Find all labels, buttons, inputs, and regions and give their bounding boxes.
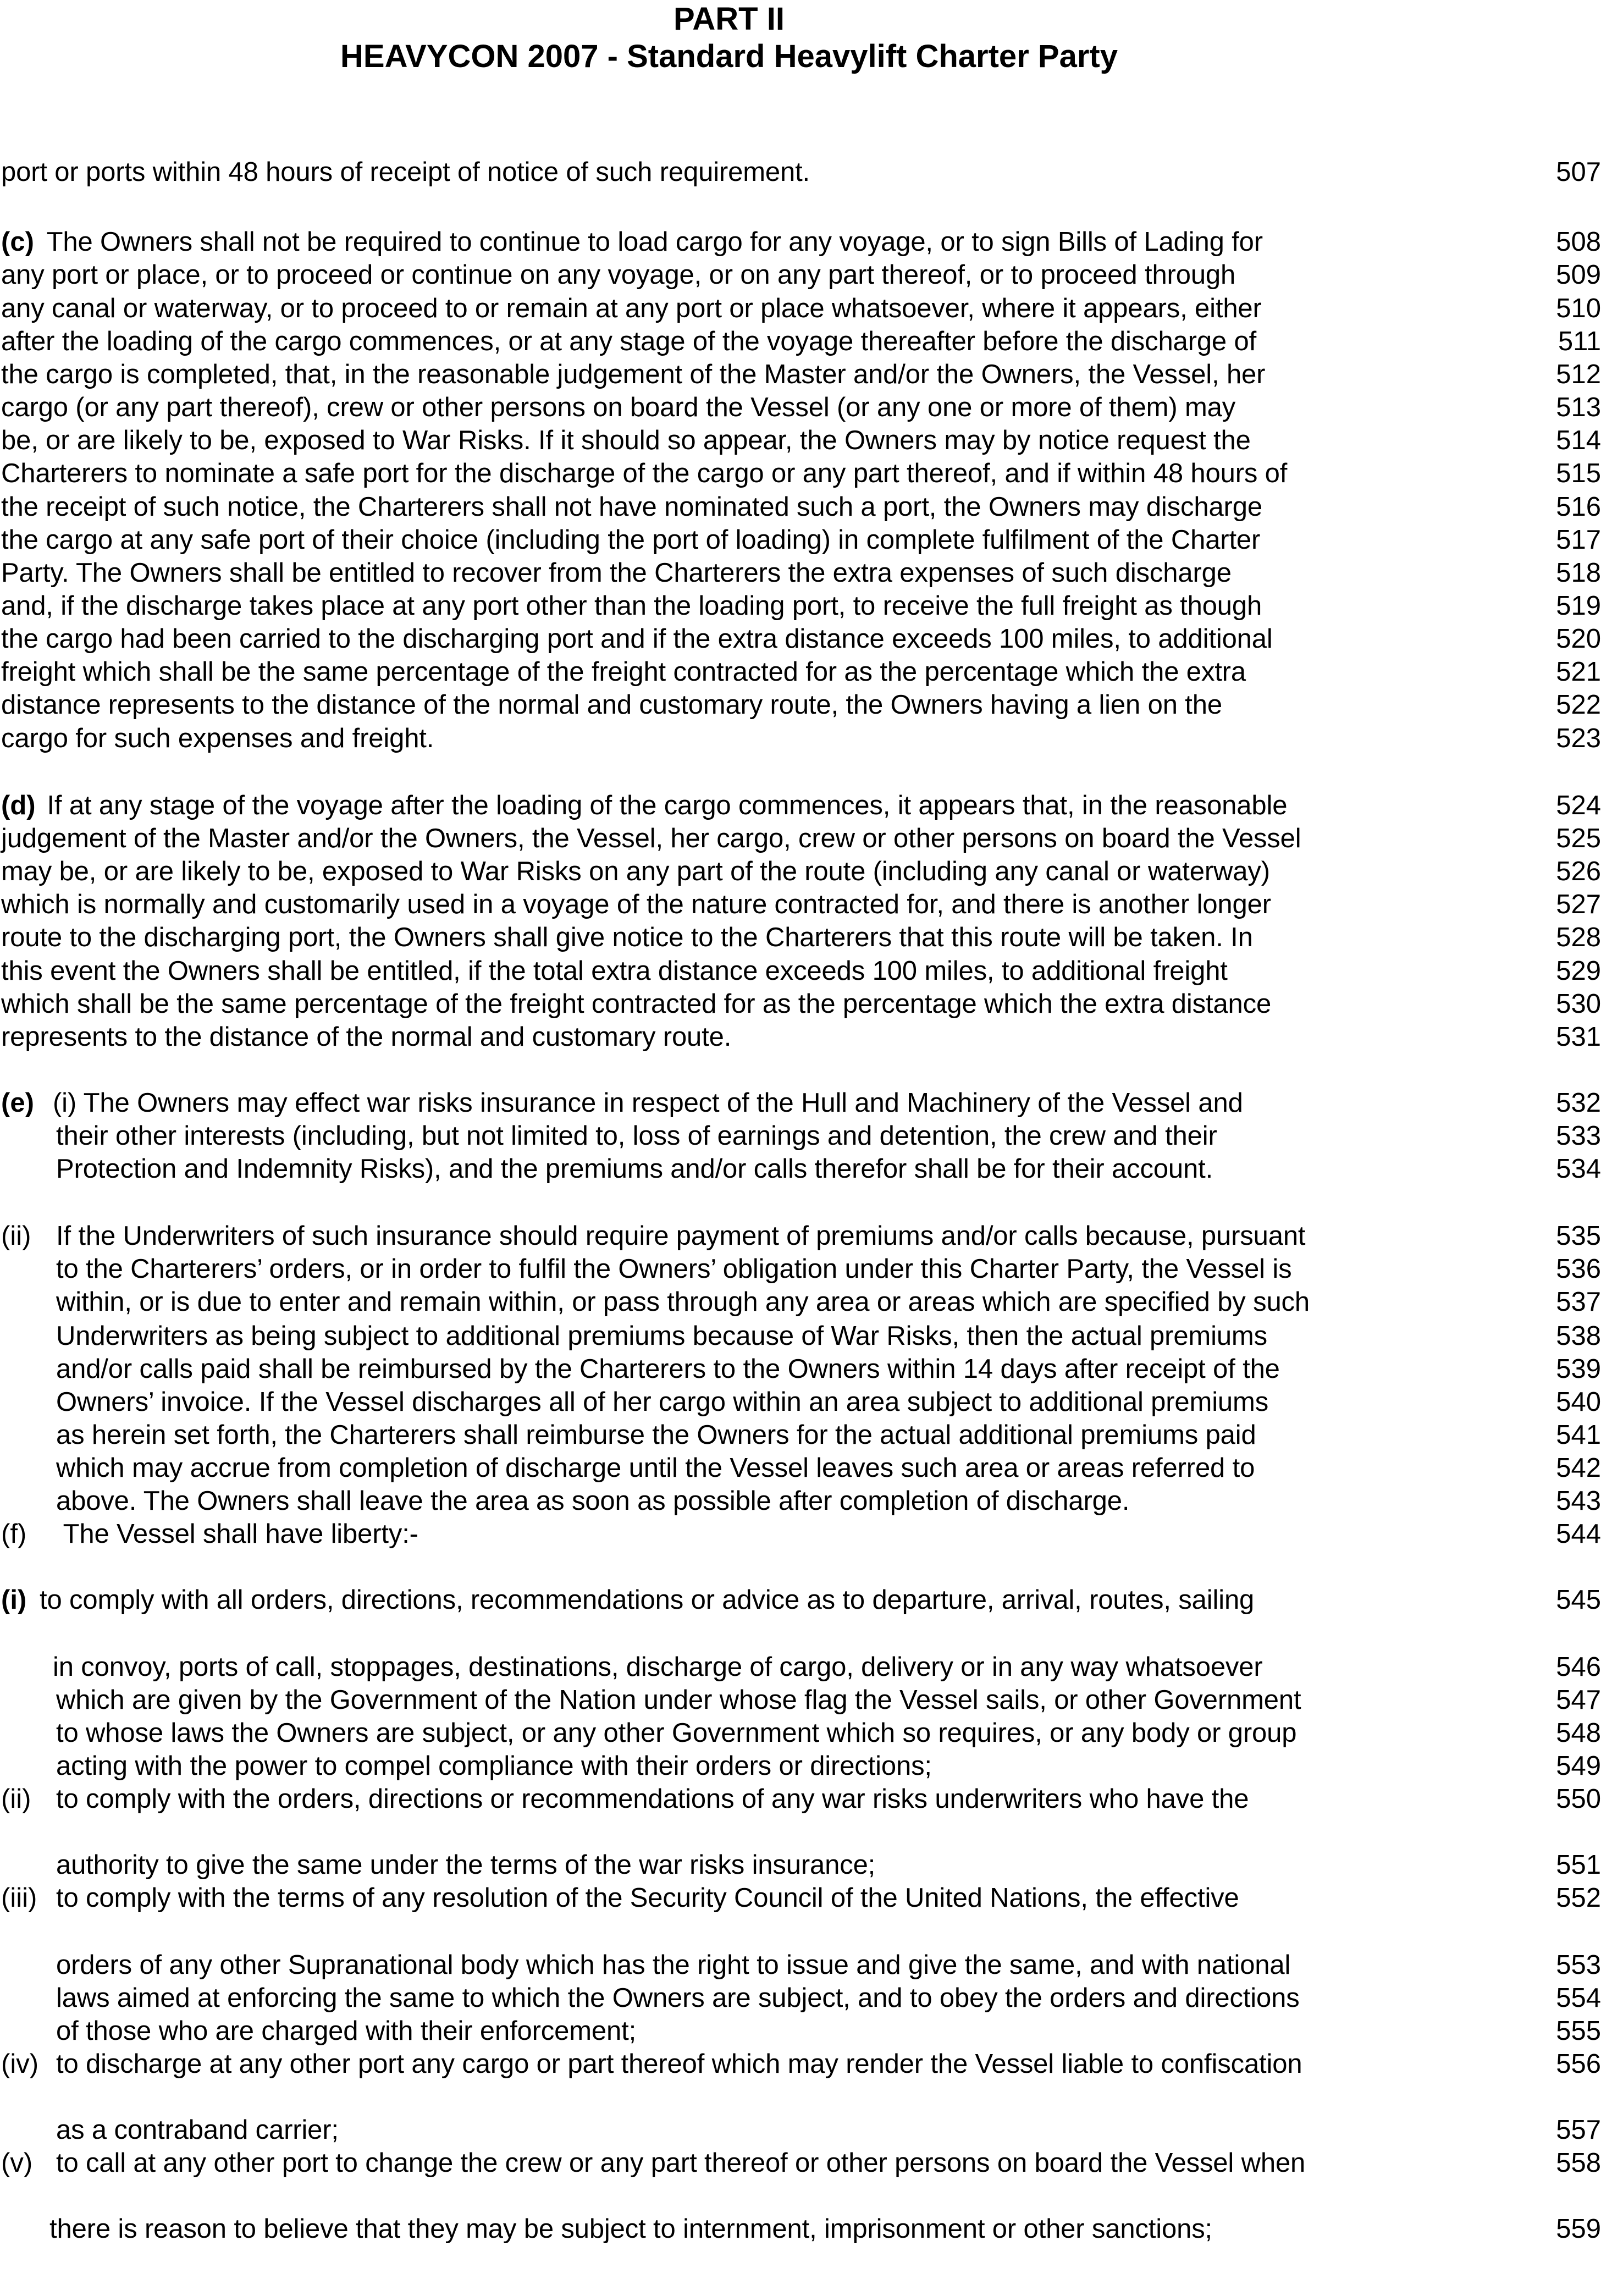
line-text: port or ports within 48 hours of receipt of notice of such requirement. — [1, 157, 810, 187]
clause-label: (e) — [1, 1088, 34, 1118]
text-line — [0, 292, 1601, 325]
line-number: 517 — [1556, 525, 1601, 555]
line-number: 545 — [1556, 1585, 1601, 1615]
line-number: 531 — [1556, 1022, 1601, 1052]
text-line — [0, 1782, 1601, 1815]
line-number: 542 — [1556, 1453, 1601, 1483]
clause-label: (i) — [1, 1585, 27, 1615]
line-number: 513 — [1556, 393, 1601, 422]
line-text: to whose laws the Owners are subject, or any other Government which so requires, or any body or group — [56, 1718, 1297, 1748]
line-text: the cargo had been carried to the discharging port and if the extra distance exceeds 100 miles, to additional — [1, 624, 1273, 654]
text-line — [0, 1419, 1601, 1451]
line-number: 511 — [1558, 327, 1601, 356]
line-text: to comply with the orders, directions or recommendations of any war risks underwriters who have the — [56, 1784, 1249, 1814]
line-number: 532 — [1556, 1088, 1601, 1118]
line-number: 510 — [1556, 294, 1601, 323]
line-text: and/or calls paid shall be reimbursed by the Charterers to the Owners within 14 days after receipt of the — [56, 1354, 1280, 1384]
text-line — [0, 358, 1601, 391]
line-number: 528 — [1556, 923, 1601, 952]
text-line — [0, 325, 1601, 358]
line-number: 529 — [1556, 956, 1601, 986]
line-text: The Owners shall not be required to continue to load cargo for any voyage, or to sign Bills of Lading for — [40, 227, 1263, 257]
text-line — [0, 855, 1601, 888]
line-text: The Vessel shall have liberty:- — [56, 1519, 418, 1549]
line-number: 508 — [1556, 227, 1601, 257]
text-line — [0, 622, 1601, 655]
text-line — [0, 1451, 1601, 1484]
line-text: judgement of the Master and/or the Owners, the Vessel, her cargo, crew or other persons on board the Vessel — [1, 824, 1301, 853]
line-text: of those who are charged with their enforcement; — [56, 2016, 637, 2046]
line-number: 559 — [1556, 2214, 1601, 2244]
clause-label: (iii) — [1, 1883, 37, 1913]
line-number: 540 — [1556, 1387, 1601, 1417]
text-line — [0, 1386, 1601, 1419]
line-text: which are given by the Government of the Nation under whose flag the Vessel sails, or other Government — [56, 1685, 1301, 1715]
line-text: as herein set forth, the Charterers shall reimburse the Owners for the actual additional premiums paid — [56, 1420, 1256, 1450]
document-part-heading: PART II — [673, 1, 785, 37]
text-line — [0, 156, 1601, 189]
text-line — [0, 1484, 1601, 1517]
line-text: this event the Owners shall be entitled, if the total extra distance exceeds 100 miles, to additional freight — [1, 956, 1228, 986]
line-text: route to the discharging port, the Owners shall give notice to the Charterers that this route will be taken. In — [1, 923, 1253, 952]
line-text: acting with the power to compel compliance with their orders or directions; — [56, 1751, 932, 1781]
line-text: any port or place, or to proceed or continue on any voyage, or on any part thereof, or to proceed through — [1, 260, 1236, 290]
line-number: 541 — [1556, 1420, 1601, 1450]
line-text: their other interests (including, but not limited to, loss of earnings and detention, the crew and their — [56, 1121, 1217, 1151]
line-text: and, if the discharge takes place at any port other than the loading port, to receive the full freight as though — [1, 591, 1262, 621]
text-line — [0, 1982, 1601, 2014]
text-line — [0, 1152, 1601, 1185]
text-line — [0, 1020, 1601, 1053]
line-number: 518 — [1556, 558, 1601, 588]
line-number: 507 — [1556, 157, 1601, 187]
text-line — [0, 655, 1601, 688]
text-line — [0, 2146, 1601, 2179]
line-text: to call at any other port to change the crew or any part thereof or other persons on board the Vessel when — [56, 2148, 1306, 2178]
line-number: 554 — [1556, 1983, 1601, 2013]
line-text: cargo for such expenses and freight. — [1, 724, 434, 753]
text-line — [0, 1119, 1601, 1152]
clause-label: (ii) — [1, 1221, 31, 1251]
line-number: 558 — [1556, 2148, 1601, 2178]
line-number: 556 — [1556, 2049, 1601, 2079]
line-text: to discharge at any other port any cargo or part thereof which may render the Vessel liable to confiscation — [56, 2049, 1302, 2079]
line-number: 522 — [1556, 690, 1601, 720]
text-line — [0, 1517, 1601, 1550]
line-text: the receipt of such notice, the Charterers shall not have nominated such a port, the Owners may discharge — [1, 492, 1262, 522]
line-number: 543 — [1556, 1486, 1601, 1516]
text-line — [0, 424, 1601, 457]
text-line — [0, 987, 1601, 1020]
line-text: as a contraband carrier; — [56, 2115, 339, 2145]
text-line — [0, 2014, 1601, 2047]
text-line — [0, 225, 1601, 258]
line-number: 547 — [1556, 1685, 1601, 1715]
text-line — [0, 1583, 1601, 1616]
line-text: above. The Owners shall leave the area as soon as possible after completion of discharge. — [56, 1486, 1130, 1516]
text-line — [0, 1353, 1601, 1386]
line-number: 520 — [1556, 624, 1601, 654]
line-number: 521 — [1556, 657, 1601, 687]
line-number: 525 — [1556, 824, 1601, 853]
line-text: any canal or waterway, or to proceed to or remain at any port or place whatsoever, where it appears, either — [1, 294, 1262, 323]
clause-label: (v) — [1, 2148, 33, 2178]
line-number: 552 — [1556, 1883, 1601, 1913]
line-text: be, or are likely to be, exposed to War Risks. If it should so appear, the Owners may by notice request the — [1, 426, 1251, 455]
line-text: to comply with all orders, directions, recommendations or advice as to departure, arrival, routes, sailing — [40, 1585, 1255, 1615]
line-text: freight which shall be the same percentage of the freight contracted for as the percentage which the extra — [1, 657, 1246, 687]
line-text: Underwriters as being subject to additional premiums because of War Risks, then the actual premiums — [56, 1321, 1267, 1351]
line-text: represents to the distance of the normal and customary route. — [1, 1022, 732, 1052]
clause-label: (c) — [1, 227, 34, 257]
text-line — [0, 1881, 1601, 1914]
text-line — [0, 789, 1601, 822]
line-text: Owners’ invoice. If the Vessel discharges all of her cargo within an area subject to additional premiums — [56, 1387, 1269, 1417]
text-line — [0, 1219, 1601, 1252]
text-line — [0, 1749, 1601, 1782]
text-line — [0, 457, 1601, 490]
text-line — [0, 1320, 1601, 1353]
line-number: 512 — [1556, 360, 1601, 389]
text-line — [0, 722, 1601, 755]
line-number: 527 — [1556, 890, 1601, 919]
line-text: which is normally and customarily used in a voyage of the nature contracted for, and there is another longer — [1, 890, 1271, 919]
text-line — [0, 921, 1601, 954]
line-number: 514 — [1556, 426, 1601, 455]
line-number: 549 — [1556, 1751, 1601, 1781]
line-text: to comply with the terms of any resolution of the Security Council of the United Nations, the effective — [56, 1883, 1239, 1913]
line-number: 555 — [1556, 2016, 1601, 2046]
line-text: to the Charterers’ orders, or in order to fulfil the Owners’ obligation under this Charter Party, the Vessel is — [56, 1254, 1292, 1284]
text-line — [0, 391, 1601, 424]
text-line — [0, 1949, 1601, 1982]
text-line — [0, 688, 1601, 721]
line-text: there is reason to believe that they may be subject to internment, imprisonment or other sanctions; — [49, 2214, 1213, 2244]
line-text: laws aimed at enforcing the same to which the Owners are subject, and to obey the orders and directions — [56, 1983, 1300, 2013]
line-text: authority to give the same under the terms of the war risks insurance; — [56, 1850, 876, 1880]
line-text: which shall be the same percentage of the freight contracted for as the percentage which the extra distance — [1, 989, 1272, 1019]
line-text: Charterers to nominate a safe port for the discharge of the cargo or any part thereof, and if within 48 hours of — [1, 459, 1288, 488]
line-number: 519 — [1556, 591, 1601, 621]
line-text: Protection and Indemnity Risks), and the premiums and/or calls therefor shall be for their account. — [56, 1154, 1213, 1184]
line-text: the cargo is completed, that, in the reasonable judgement of the Master and/or the Owners, the Vessel, her — [1, 360, 1266, 389]
line-number: 509 — [1556, 260, 1601, 290]
line-number: 550 — [1556, 1784, 1601, 1814]
line-number: 526 — [1556, 857, 1601, 886]
text-line — [0, 1848, 1601, 1881]
line-text: Party. The Owners shall be entitled to recover from the Charterers the extra expenses of such discharge — [1, 558, 1232, 588]
text-line — [0, 822, 1601, 855]
line-number: 548 — [1556, 1718, 1601, 1748]
line-number: 533 — [1556, 1121, 1601, 1151]
text-line — [0, 1086, 1601, 1119]
line-number: 537 — [1556, 1287, 1601, 1317]
text-line — [0, 1684, 1601, 1717]
line-number: 557 — [1556, 2115, 1601, 2145]
line-text: If at any stage of the voyage after the loading of the cargo commences, it appears that, in the reasonable — [40, 791, 1288, 820]
text-line — [0, 1285, 1601, 1318]
text-line — [0, 954, 1601, 987]
line-number: 553 — [1556, 1950, 1601, 1980]
clause-label: (iv) — [1, 2049, 39, 2079]
line-text: cargo (or any part thereof), crew or other persons on board the Vessel (or any one or more of them) may — [1, 393, 1236, 422]
line-number: 536 — [1556, 1254, 1601, 1284]
text-line — [0, 2212, 1601, 2245]
text-line — [0, 2113, 1601, 2146]
line-number: 530 — [1556, 989, 1601, 1019]
line-number: 516 — [1556, 492, 1601, 522]
text-line — [0, 258, 1601, 291]
line-text: after the loading of the cargo commences, or at any stage of the voyage thereafter before the discharge of — [1, 327, 1257, 356]
clause-label: (f) — [1, 1519, 27, 1549]
line-number: 551 — [1556, 1850, 1601, 1880]
line-text: orders of any other Supranational body which has the right to issue and give the same, and with national — [56, 1950, 1291, 1980]
line-number: 535 — [1556, 1221, 1601, 1251]
line-text: distance represents to the distance of the normal and customary route, the Owners having a lien on the — [1, 690, 1222, 720]
line-number: 539 — [1556, 1354, 1601, 1384]
text-line — [0, 1717, 1601, 1749]
clause-label: (ii) — [1, 1784, 31, 1814]
line-number: 534 — [1556, 1154, 1601, 1184]
line-number: 523 — [1556, 724, 1601, 753]
line-text: may be, or are likely to be, exposed to War Risks on any part of the route (including any canal or waterway) — [1, 857, 1270, 886]
line-number: 546 — [1556, 1652, 1601, 1682]
text-line — [0, 1252, 1601, 1285]
text-line — [0, 589, 1601, 622]
text-line — [0, 523, 1601, 556]
line-text: (i) The Owners may effect war risks insurance in respect of the Hull and Machinery of the Vessel and — [53, 1088, 1243, 1118]
text-line — [0, 490, 1601, 523]
line-text: in convoy, ports of call, stoppages, destinations, discharge of cargo, delivery or in any way whatsoever — [53, 1652, 1263, 1682]
line-text: within, or is due to enter and remain within, or pass through any area or areas which are specified by such — [56, 1287, 1310, 1317]
line-number: 544 — [1556, 1519, 1601, 1549]
line-text: which may accrue from completion of discharge until the Vessel leaves such area or areas referred to — [56, 1453, 1255, 1483]
line-text: If the Underwriters of such insurance should require payment of premiums and/or calls because, pursuant — [56, 1221, 1306, 1251]
line-number: 524 — [1556, 791, 1601, 820]
text-line — [0, 556, 1601, 589]
text-line — [0, 888, 1601, 921]
line-number: 515 — [1556, 459, 1601, 488]
line-text: the cargo at any safe port of their choice (including the port of loading) in complete fulfilment of the Charter — [1, 525, 1261, 555]
clause-label: (d) — [1, 791, 36, 820]
line-number: 538 — [1556, 1321, 1601, 1351]
text-line — [0, 2047, 1601, 2080]
document-title: HEAVYCON 2007 - Standard Heavylift Charter Party — [340, 38, 1118, 74]
text-line — [0, 1651, 1601, 1684]
